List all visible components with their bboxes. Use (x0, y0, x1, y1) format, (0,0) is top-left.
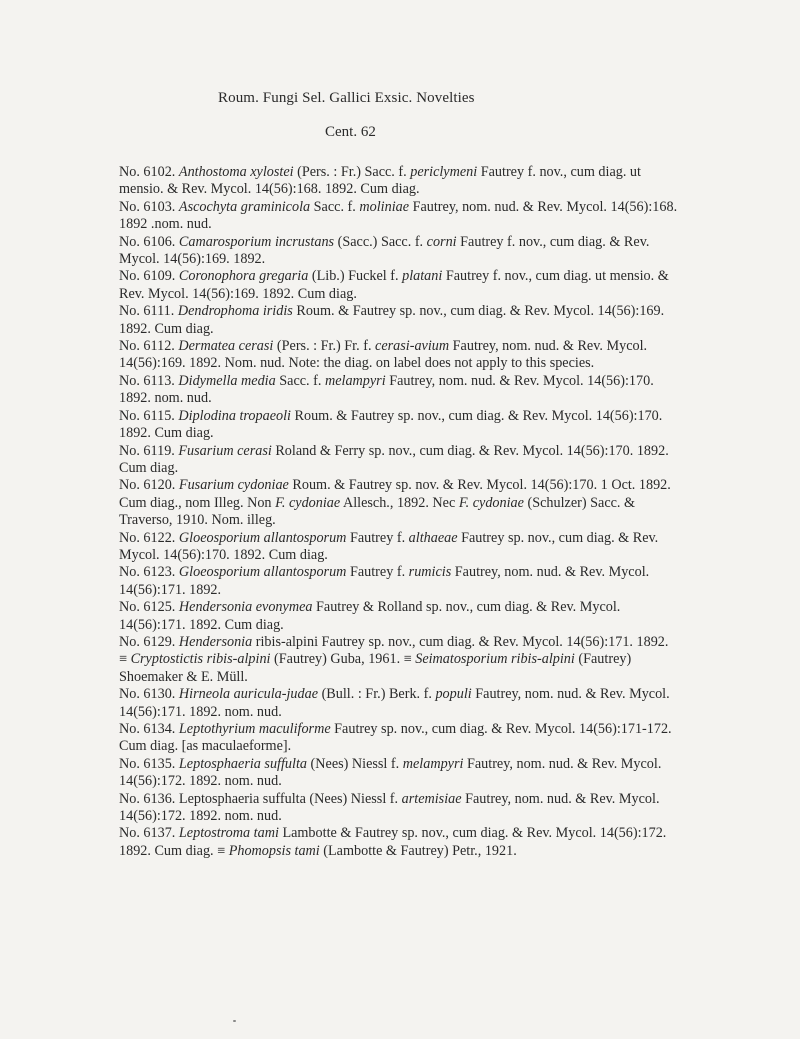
taxon-name: Leptostroma tami (178, 825, 279, 842)
taxon-name: Coronophora gregaria (178, 268, 309, 285)
entry-item (119, 721, 679, 756)
entry-text: Roum. & Fautrey sp. nov. & Rev. Mycol. 14(56):170. 1 Oct. 1892. Cum diag., nom Illeg. Non (119, 477, 671, 511)
entry-item (119, 599, 679, 634)
entry-text: Sacc. f. (275, 372, 325, 389)
entry-text: No. 6136. Leptosphaeria suffulta (Nees) Niessl f. (119, 790, 402, 807)
taxon-name: Hendersonia (178, 633, 253, 650)
entry-text: Fautrey f. nov., cum diag. ut mensio. & Rev. Mycol. 14(56):168. 1892. Cum diag. (119, 164, 641, 198)
entry-item (119, 268, 679, 303)
entry-text: (Pers. : Fr.) Fr. f. (273, 338, 376, 355)
entry-text: Lambotte & Fautrey sp. nov., cum diag. & Rev. Mycol. 14(56):172. 1892. Cum diag. ≡ (119, 825, 667, 859)
entry-text: No. 6102. (119, 164, 179, 180)
entry-item (119, 564, 679, 599)
entry-text: (Fautrey) Guba, 1961. ≡ (270, 651, 416, 668)
entry-item (119, 634, 679, 686)
entry-item (119, 756, 679, 791)
entry-text: (Bull. : Fr.) Berk. f. (318, 686, 436, 703)
taxon-name: Dermatea cerasi (178, 338, 274, 355)
entry-text: No. 6120. (119, 477, 179, 494)
entry-item (119, 443, 679, 478)
taxon-name: melampyri (402, 755, 464, 772)
entry-text: Fautrey sp. nov., cum diag. & Rev. Mycol. 14(56):171-172. Cum diag. [as maculaeforme]. (119, 721, 672, 755)
taxon-name: Fusarium cydoniae (178, 477, 289, 494)
entry-text: No. 6112. (119, 338, 179, 355)
taxon-name: Camarosporium incrustans (178, 233, 335, 250)
entry-text: Roland & Ferry sp. nov., cum diag. & Rev. Mycol. 14(56):170. 1892. Cum diag. (119, 442, 669, 476)
entry-text: Fautrey f. (346, 529, 409, 546)
entry-item (119, 477, 679, 529)
taxon-name: Seimatosporium ribis-alpini (415, 651, 575, 668)
entry-text: Fautrey, nom. nud. & Rev. Mycol. 14(56):171. 1892. nom. nud. (119, 686, 670, 720)
taxon-name: corni (426, 233, 457, 250)
entry-item (119, 791, 679, 826)
entry-text: Fautrey, nom. nud. & Rev. Mycol. 14(56):169. 1892. Nom. nud. Note: the diag. on label does not apply to this species. (119, 338, 648, 372)
entry-item (119, 234, 679, 269)
entry-item (119, 530, 679, 565)
entry-item (119, 164, 679, 199)
entry-text: (Lib.) Fuckel f. (308, 268, 403, 285)
entry-text: ribis-alpini Fautrey sp. nov., cum diag. & Rev. Mycol. 14(56):171. 1892. ≡ (119, 633, 669, 668)
entry-text: No. 6130. (119, 686, 179, 703)
taxon-name: Fusarium cerasi (178, 442, 272, 459)
entry-text: No. 6134. (119, 721, 179, 737)
entry-text: Fautrey f. (346, 564, 409, 581)
taxon-name: Gloeosporium allantosporum (178, 529, 347, 546)
entry-text: No. 6119. (119, 442, 179, 459)
entry-text: No. 6122. (119, 529, 179, 546)
entry-text: Allesch., 1892. Nec (340, 494, 459, 511)
taxon-name: artemisiae (401, 790, 462, 807)
entry-text: (Pers. : Fr.) Sacc. f. (293, 164, 411, 180)
taxon-name: periclymeni (410, 164, 478, 180)
entry-text: No. 6115. (119, 407, 179, 424)
entry-text: Fautrey, nom. nud. & Rev. Mycol. 14(56):170. 1892. nom. nud. (119, 372, 654, 407)
entry-text: Fautrey & Rolland sp. nov., cum diag. & Rev. Mycol. 14(56):171. 1892. Cum diag. (119, 599, 621, 633)
entry-text: Fautrey sp. nov., cum diag. & Rev. Mycol. 14(56):170. 1892. Cum diag. (119, 529, 659, 563)
entry-text: No. 6103. (119, 198, 179, 215)
entry-text: (Schulzer) Sacc. & Traverso, 1910. Nom. illeg. (119, 494, 636, 529)
entry-text: (Nees) Niessl f. (307, 755, 403, 772)
taxon-name: Gloeosporium allantosporum (178, 564, 347, 581)
taxon-name: Cryptostictis ribis-alpini (130, 651, 271, 668)
taxon-name: Diplodina tropaeoli (178, 407, 291, 424)
taxon-name: platani (402, 268, 443, 285)
entry-text: (Sacc.) Sacc. f. (334, 233, 427, 250)
taxon-name: Ascochyta graminicola (178, 198, 311, 215)
entry-text: No. 6129. (119, 633, 179, 650)
taxon-name: F. cydoniae (275, 494, 341, 511)
entry-text: Fautrey, nom. nud. & Rev. Mycol. 14(56):172. 1892. nom. nud. (119, 755, 662, 790)
entry-item (119, 303, 679, 338)
entry-text: No. 6125. (119, 599, 179, 616)
entry-text: Fautrey, nom. nud. & Rev. Mycol. 14(56):168. 1892 .nom. nud. (119, 198, 678, 233)
entry-list (119, 164, 679, 860)
taxon-name: althaeae (408, 529, 458, 546)
entry-text: Fautrey f. nov., cum diag. ut mensio. & Rev. Mycol. 14(56):169. 1892. Cum diag. (119, 268, 669, 302)
entry-text: Fautrey, nom. nud. & Rev. Mycol. 14(56):172. 1892. nom. nud. (119, 790, 660, 825)
paper-speck (233, 1020, 236, 1022)
taxon-name: cerasi-avium (375, 338, 450, 355)
entry-item (119, 338, 679, 373)
taxon-name: Anthostoma xylostei (178, 164, 294, 180)
taxon-name: moliniae (359, 198, 410, 215)
entry-item (119, 373, 679, 408)
entry-text: No. 6106. (119, 233, 179, 250)
entry-text: Sacc. f. (310, 198, 360, 215)
taxon-name: rumicis (408, 564, 452, 581)
page-title: Roum. Fungi Sel. Gallici Exsic. Novelties (218, 90, 475, 106)
entry-text: No. 6135. (119, 755, 179, 772)
entry-text: No. 6137. (119, 825, 179, 842)
taxon-name: F. cydoniae (458, 494, 524, 511)
entry-text: No. 6123. (119, 564, 179, 581)
century-label: Cent. 62 (325, 124, 376, 140)
entry-item (119, 199, 679, 234)
entry-text: Roum. & Fautrey sp. nov., cum diag. & Rev. Mycol. 14(56):170. 1892. Cum diag. (119, 407, 663, 442)
taxon-name: melampyri (324, 372, 386, 389)
entry-item (119, 686, 679, 721)
entry-item (119, 825, 679, 860)
taxon-name: Didymella media (178, 372, 276, 389)
entry-text: No. 6109. (119, 268, 179, 285)
entry-text: Roum. & Fautrey sp. nov., cum diag. & Rev. Mycol. 14(56):169. 1892. Cum diag. (119, 303, 665, 337)
entry-text: Fautrey f. nov., cum diag. & Rev. Mycol. 14(56):169. 1892. (119, 233, 650, 268)
entry-text: Fautrey, nom. nud. & Rev. Mycol. 14(56):171. 1892. (119, 564, 650, 598)
taxon-name: Hirneola auricula-judae (178, 686, 319, 703)
taxon-name: Phomopsis tami (228, 842, 320, 859)
entry-text: No. 6111. (119, 303, 178, 320)
taxon-name: populi (435, 686, 472, 703)
entry-text: (Lambotte & Fautrey) Petr., 1921. (319, 842, 517, 859)
taxon-name: Leptothyrium maculiforme (178, 721, 331, 737)
entry-item (119, 408, 679, 443)
entry-text: (Fautrey) Shoemaker & E. Müll. (119, 651, 632, 685)
entry-text: No. 6113. (119, 372, 179, 389)
taxon-name: Leptosphaeria suffulta (178, 755, 307, 772)
taxon-name: Hendersonia evonymea (178, 599, 313, 616)
taxon-name: Dendrophoma iridis (177, 303, 293, 320)
